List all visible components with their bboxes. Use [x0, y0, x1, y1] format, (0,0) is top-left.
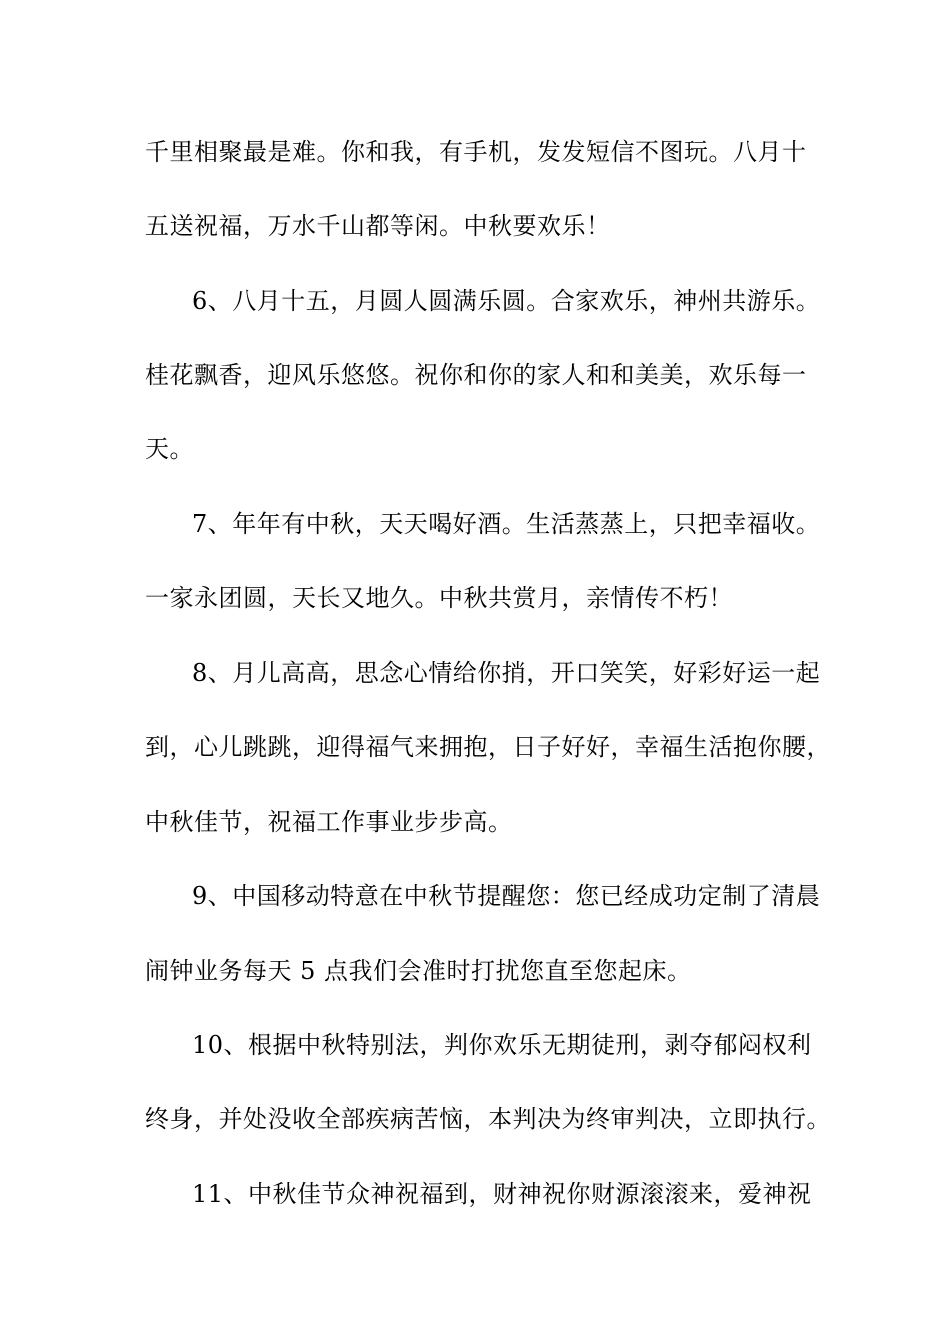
text-line: 桂花飘香，迎风乐悠悠。祝你和你的家人和和美美，欢乐每一 — [145, 361, 807, 389]
paragraph-9-start: 9、中国移动特意在中秋节提醒您：您已经成功定制了清晨 — [192, 882, 821, 910]
text-line: 一家永团圆，天长又地久。中秋共赏月，亲情传不朽！ — [145, 584, 733, 612]
text-line: 到，心儿跳跳，迎得福气来拥抱，日子好好，幸福生活抱你腰， — [145, 733, 831, 761]
paragraph-7-start: 7、年年有中秋，天天喝好酒。生活蒸蒸上，只把幸福收。 — [192, 510, 821, 538]
text-line: 五送祝福，万水千山都等闲。中秋要欢乐！ — [145, 212, 611, 240]
text-line: 中秋佳节，祝福工作事业步步高。 — [145, 808, 513, 836]
paragraph-10-start: 10、根据中秋特别法，判你欢乐无期徒刑，剥夺郁闷权利 — [192, 1031, 812, 1059]
text-line: 天。 — [145, 435, 194, 463]
paragraph-6-start: 6、八月十五，月圆人圆满乐圆。合家欢乐，神州共游乐。 — [192, 287, 821, 315]
text-line: 终身，并处没收全部疾病苦恼，本判决为终审判决，立即执行。 — [145, 1105, 831, 1133]
paragraph-11-start: 11、中秋佳节众神祝福到，财神祝你财源滚滚来，爱神祝 — [192, 1180, 812, 1208]
text-line: 闹钟业务每天 5 点我们会准时打扰您直至您起床。 — [145, 957, 692, 985]
text-line: 千里相聚最是难。你和我，有手机，发发短信不图玩。八月十 — [145, 138, 807, 166]
paragraph-8-start: 8、月儿高高，思念心情给你捎，开口笑笑，好彩好运一起 — [192, 659, 821, 687]
